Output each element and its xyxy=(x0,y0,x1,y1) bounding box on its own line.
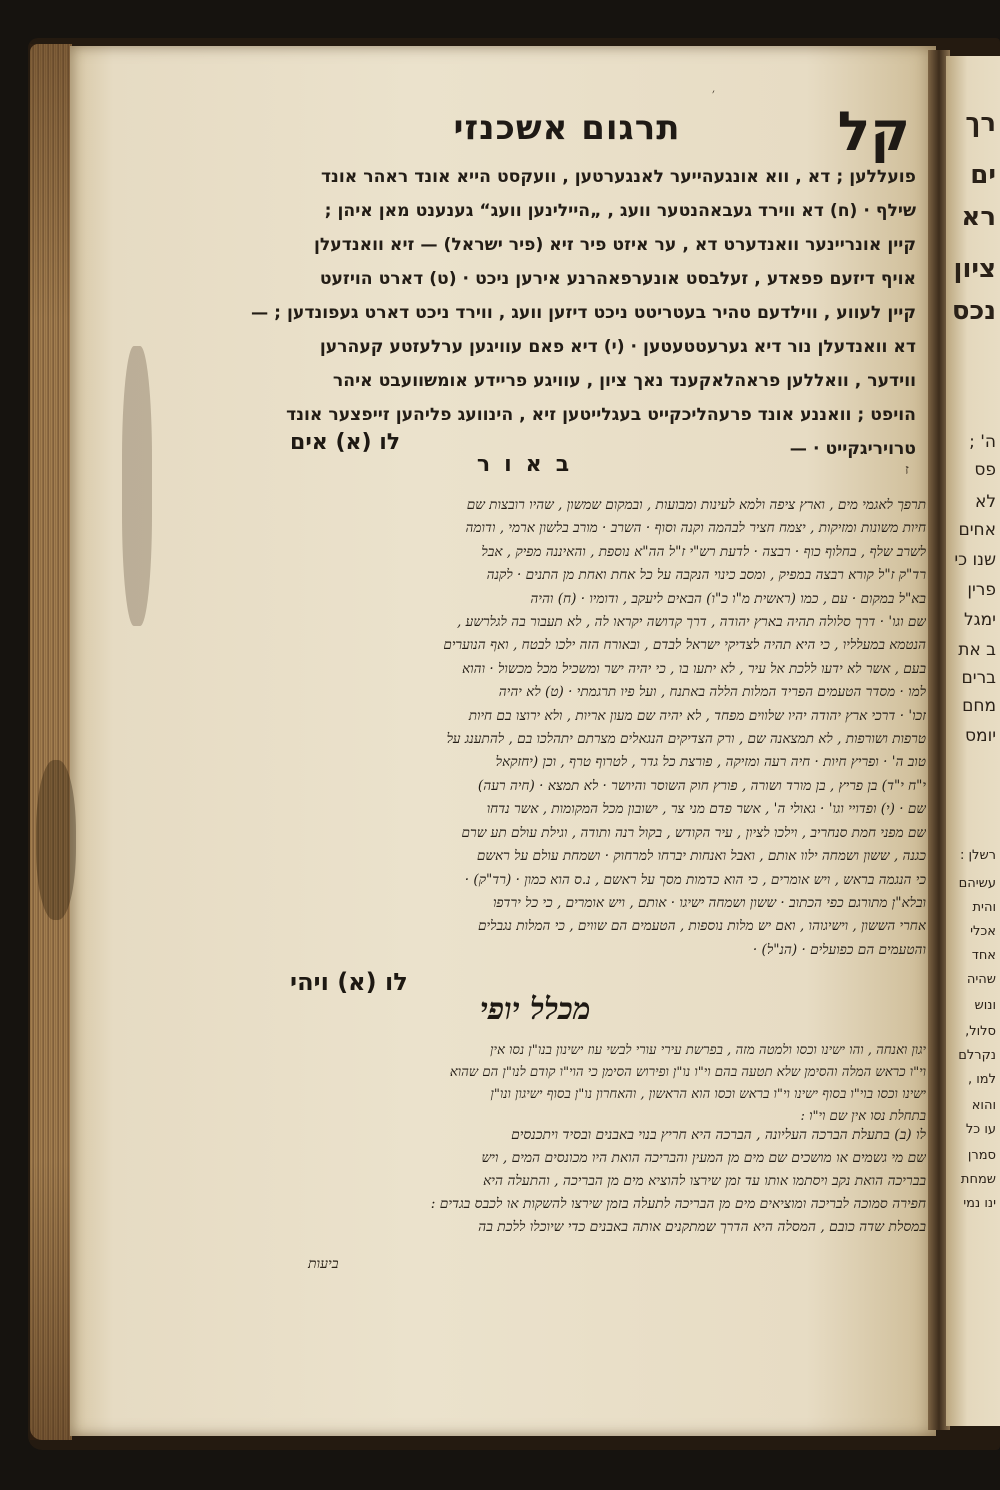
right-page-text: ב את xyxy=(958,640,996,660)
right-page-fragment xyxy=(946,56,1000,1426)
commentary-line: בבריכה הואת נקב ויסתמו אותו עד זמן שירצו להוציא מים מן הבריכה , והתעלה היא xyxy=(482,1173,926,1189)
right-page-text: ים xyxy=(970,160,996,190)
right-page-text: נקרלם xyxy=(958,1048,996,1063)
margin-mark: ז xyxy=(905,462,909,478)
right-page-text: עו כל xyxy=(965,1122,996,1137)
commentary-line: והטעמים הם כפועלים · (הנ"ל) · xyxy=(752,941,926,958)
right-page-text: שהיה xyxy=(966,972,996,987)
page-edges xyxy=(30,44,72,1440)
translation-line: קיין אונריינער וואנדערט דא , ער איזט פיר זיא (פיר ישראל) — זיא וואנדעלן xyxy=(314,235,916,255)
commentary-line: זכו' · דרכי ארץ יהודה יהיו שלווים מפחד , לא יהיה שם מעון אריות , ולא ירוצו בם חיות xyxy=(468,707,926,724)
edge-stain xyxy=(36,760,76,920)
catchword: ביעות xyxy=(308,1256,339,1272)
translation-line: טרויריגקייט · — xyxy=(789,439,916,459)
translation-line: פועללען ; דא , ווא אונגעהייער לאנגערטען , וועקסט הייא אונד ראהר אונד xyxy=(320,167,916,187)
right-page-text: ברים xyxy=(961,668,996,688)
commentary-line: תרפך לאגמי מים , וארץ ציפה ולמא לעינות ומבועות , ובמקום שמשון , שהיו רובצות שם xyxy=(466,497,926,513)
right-page-text: ונוש xyxy=(974,998,996,1013)
right-page-text: סמרן xyxy=(967,1148,996,1163)
right-page-text: שמחת xyxy=(960,1172,996,1187)
right-page-text: אחים xyxy=(958,520,996,540)
commentary-line: שם · (י) ופדויי וגו' · גאולי ה' , אשר פדם מני צר , ישובון מכל המקומות , אשר נדחו xyxy=(486,801,926,818)
commentary-line: לשרב שלף , בחלוף כוף · רבצה · לדעת רש"י ז"ל הה"א נוספת , והאיננה מפיק , אבל xyxy=(481,543,926,560)
right-page-text: מחם xyxy=(962,696,996,716)
right-page-text: והוא xyxy=(971,1098,996,1113)
right-page-text: אכלי xyxy=(970,924,996,939)
translation-line: ווידער , וואללען פראהלאקענד נאך ציון , עוויגע פריידע אומשוועבט איהר xyxy=(332,371,916,391)
commentary-line: שם מי גשמים או מושכים שם מים מן המעין והבריכה הואת היו מכונסים המים , ויש xyxy=(481,1150,926,1166)
commentary-line: חיות משונות ומזיקות , יצמח חציר לבהמה וקנה וסוף · השרב · מורב בלשון ארמי , ודומה xyxy=(465,520,926,537)
commentary-line: חפירה סמוכה לבריכה ומוציאים מים מן הבריכה לתעלה בזמן שירצו להשקות או לכבס בגדים : xyxy=(430,1196,926,1212)
right-page-text: שנו כי xyxy=(954,550,996,570)
right-page-text: לא xyxy=(974,492,996,512)
paper-stain xyxy=(122,346,152,626)
right-page-text: פרין xyxy=(967,580,996,600)
commentary-line: במסלת שדה כובם , המסלה היא הדרך שמתקנים אותה באבנים כדי שיוכלו ללכת בה xyxy=(478,1219,926,1235)
right-page-text: יומס xyxy=(964,726,996,746)
right-page-text: אחד xyxy=(971,948,996,963)
commentary-line: שם וגו' · דרך סלולה תהיה בארץ יהודה , דרך קדושה יקראו לה , לא תעבור בה לגלרשע , xyxy=(457,614,926,631)
commentary-block xyxy=(236,494,926,962)
right-page-text: ינו נמי xyxy=(963,1196,996,1211)
commentary-line: י"ח י"ד) בן פריץ , בן מורד ושורה , פורץ חוק השוסר והיושר · לא תמצא · (חיה רעה) xyxy=(477,777,926,794)
commentary-line: כי הנגמה בראש , ויש אומרים , כי הוא כדמות מסך על ראשם , נ.ס הוא כמון · (רד"ק) · xyxy=(464,871,926,888)
note-line: ישינו וכסו בוי"ו בסוף ישינו וי"ו בראש וכסו הוא הראשון , והאחרון נו"ן בסוף ישיגון ונו"ן xyxy=(490,1087,926,1102)
right-page-text: סלול, xyxy=(965,1024,996,1039)
note-line: יגון ואנחה , והו ישינו וכסו ולמטה מזה , בפרשת עירי עורי לבשי עוז ישינון בנו"ן נסו אין xyxy=(490,1043,926,1058)
commentary-line: למו · מסדר הטעמים הפריד המלות הללה באתנח , ועל פיו תרגמתי · (ט) לא יהיה xyxy=(498,684,926,701)
note-line: וי"ו כראש המלה והסימן שלא תטעה בהם וי"ו נו"ן ופירוש הסימן כי הוי"ו קודם לנו"ן הם שהוא xyxy=(449,1065,926,1080)
right-page-text: פס xyxy=(974,460,996,480)
note-block xyxy=(236,1040,926,1128)
commentary-line: ובלא"ן מתורגם כפי הכתוב · ששון ושמחה ישיגו · אותם , ויש אומרים , כי כל ירדפו xyxy=(492,894,926,911)
right-page-text: ימגל xyxy=(963,610,996,630)
translation-line: אויף דיזעם פפאדע , זעלבסט אונערפאהרנע אירען ניכט · (ט) דארט הויזעט xyxy=(319,269,916,289)
running-title: תרגום אשכנזי xyxy=(453,108,681,148)
commentary-block-2 xyxy=(236,1124,926,1239)
commentary-line: רד"ק ז"ל קורא רבצה במפיק , ומסב כינוי הנקבה על כל אחת ואחת מן התנים · לקנה xyxy=(486,567,926,584)
right-page-text: רך xyxy=(965,108,996,138)
commentary-line: לו (ב) בתעלת הברכה העליונה , הברכה היא חריץ בנוי באבנים ובסיד ויתכנסים xyxy=(511,1127,926,1143)
right-page-text: רשלן : xyxy=(960,848,996,863)
verse-heading: לו (א) אים xyxy=(290,430,401,455)
commentary-line: טרפות ושורפות , לא תמצאנה שם , ורק הצדיקים הנגאלים מצרתם יתהלכו בם , להתענג על xyxy=(446,731,926,748)
subtitle: מכלל יופי xyxy=(480,992,591,1027)
commentary-line: כגנה , ששון ושמחה ילוו אותם , ואבל ואנחות יברחו למרחוק · ושמחת עולם על ראשם xyxy=(476,848,926,865)
translation-line: הויפט ; וואננע אונד פרעהליכקייט בעגלייטען זיא , הינוועג פליהען זייפצער אונד xyxy=(286,405,916,425)
right-page-text: רא xyxy=(961,202,996,232)
right-page-text: עשיהם xyxy=(958,876,996,891)
right-page-text: ה' ; xyxy=(969,432,996,452)
commentary-line: בא"ל במקום · עם , כמו (ראשית מ"ו כ"ו) הבאים ליעקב , ודומיו · (ח) והיה xyxy=(530,590,926,607)
folio-number: קל xyxy=(837,100,910,163)
right-page-text: למו , xyxy=(967,1072,996,1087)
commentary-line: אחרי הששון , וישיגוהו , ואם יש מלות נוספות , הטעמים הם שווים , כי המלות נגבלים xyxy=(478,918,926,935)
top-mark: ׳ xyxy=(712,86,715,100)
commentary-line: טוב ה' · ופריץ חיות · חיה רעה ומזיקה , פורצת כל גדר , לטרוף טרף , וכן (יחזקאל xyxy=(495,754,926,771)
translation-line: שילף · (ח) דא ווירד געבאהנטער וועג , „היילינען וועג“ גענענט מאן איהן ; xyxy=(324,201,916,221)
note-line: בתחלת נסו אין שם וי"ו : xyxy=(800,1109,926,1124)
verse-heading-2: לו (א) ויהי xyxy=(290,968,408,996)
translation-line: קיין לעווע , ווילדעם טהיר בעטריטט ניכט דיזען וועג , ווירד ניכט דארט געפונדען ; — xyxy=(250,303,916,323)
commentary-line: שם מפני חמת סנחריב , וילכו לציון , עיר הקודש , בקול רנה ותודה , וגילת עולם תע שרם xyxy=(461,824,926,841)
right-page-text: נכס xyxy=(951,296,996,326)
section-title: באור xyxy=(476,452,584,477)
translation-block xyxy=(236,160,916,466)
right-page-text: והית xyxy=(972,900,996,915)
commentary-line: בעם , אשר לא ידעו ללכת אל עיר , לא יתעו בו , כי יהיה ישר ומשכיל מכל מכשול · והוא xyxy=(462,660,926,677)
right-page-text: ציון xyxy=(953,254,996,284)
commentary-line: הנטמא במעלליו , כי היא תהיה לצדיקי ישראל לבדם , ובאורח הזה ילכו לבטח , ואף הנוערים xyxy=(443,637,926,654)
translation-line: דא וואנדעלן נור דיא גערעטטעטען · (י) דיא פאם עוויגען ערלעזטע קעהרען xyxy=(319,337,916,357)
